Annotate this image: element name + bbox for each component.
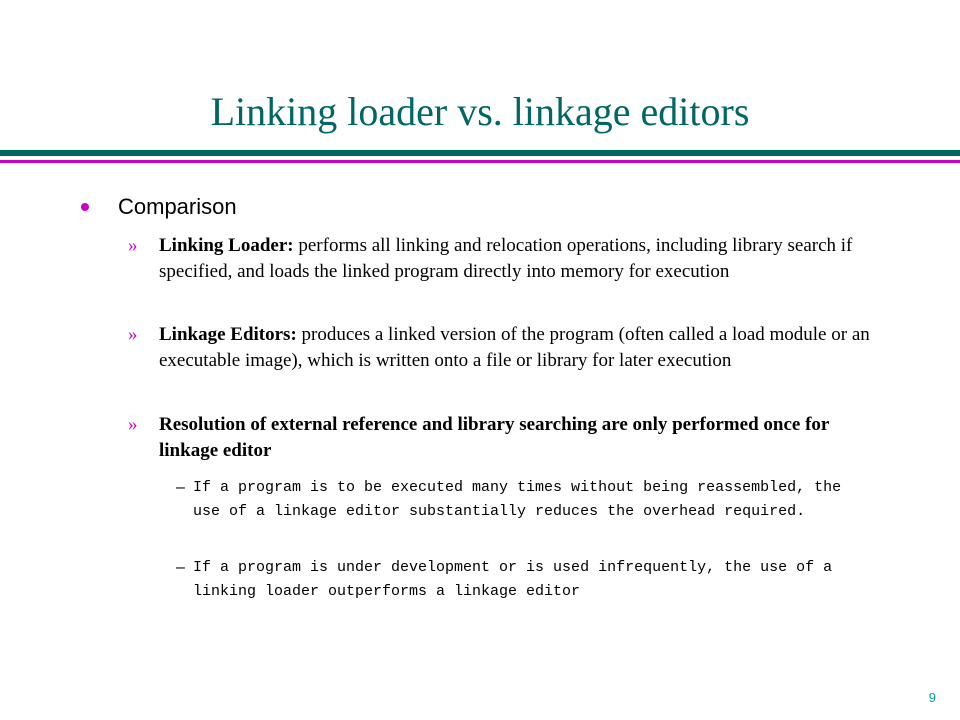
term-linking-loader: Linking Loader: xyxy=(159,235,294,256)
desc-linking-loader: performs all linking and relocation operations, including library search if specified, and loads the linked program directly into memory for execution xyxy=(159,235,853,282)
subbullet-marker: » xyxy=(128,324,138,345)
term-linkage-editors: Linkage Editors: xyxy=(159,324,297,345)
dash-text-reassembled: If a program is to be executed many times without being reassembled, the use of a linkage editor substantially reduces the overhead required. xyxy=(193,479,842,520)
dash-marker: – xyxy=(176,479,185,496)
title-rule-magenta xyxy=(0,160,960,163)
subbullet-linkage-editors xyxy=(128,322,918,374)
dash-marker: – xyxy=(176,559,185,576)
subbullet-resolution xyxy=(128,412,918,464)
slide-title: Linking loader vs. linkage editors xyxy=(210,89,750,134)
term-resolution: Resolution of external reference and library searching are only performed once for linkage editor xyxy=(159,414,829,461)
dash-item-reassembled xyxy=(176,476,896,524)
bullet-icon xyxy=(81,197,99,215)
desc-linkage-editors: produces a linked version of the program (often called a load module or an executable image), which is written onto a file or library for later execution xyxy=(159,324,870,371)
dash-text-development: If a program is under development or is used infrequently, the use of a linking loader outperforms a linkage editor xyxy=(193,559,833,600)
dash-item-development xyxy=(176,556,896,604)
page-number: 9 xyxy=(928,690,936,705)
subbullet-marker: » xyxy=(128,235,138,256)
subbullet-marker: » xyxy=(128,414,138,435)
title-rule-teal xyxy=(0,150,960,156)
bullet-comparison: Comparison xyxy=(118,194,237,219)
subbullet-linking-loader xyxy=(128,233,918,285)
